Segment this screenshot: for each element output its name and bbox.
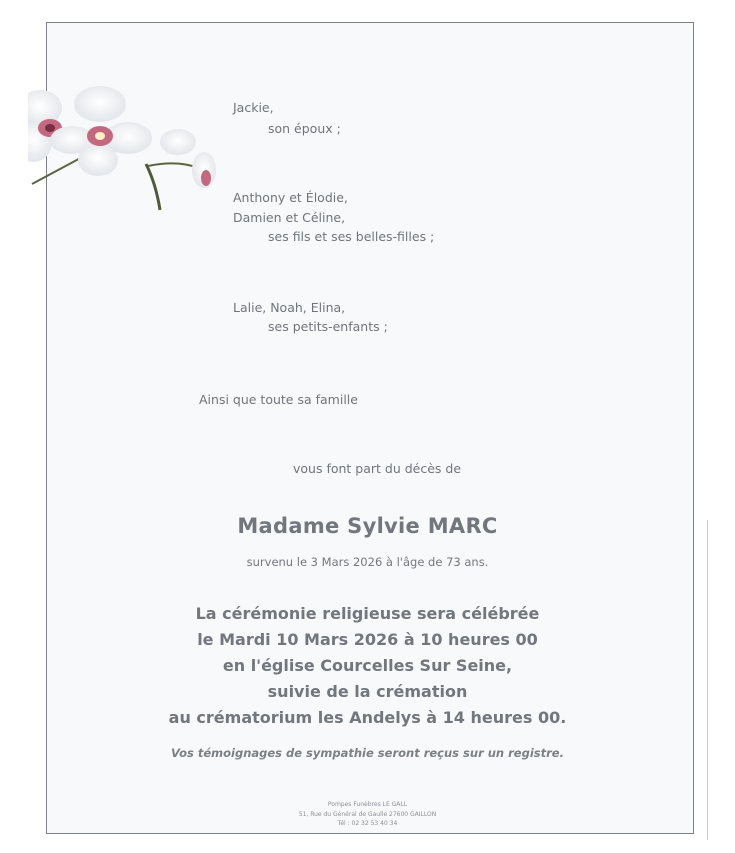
- ceremony-line: le Mardi 10 Mars 2026 à 10 heures 00: [197, 630, 538, 649]
- family-line: Anthony et Élodie,: [233, 190, 348, 205]
- orchid-flower-image: [28, 84, 228, 214]
- footer-phone: Tél : 02 32 53 40 34: [337, 820, 398, 827]
- family-line: Ainsi que toute sa famille: [199, 392, 358, 407]
- ceremony-line: suivie de la crémation: [267, 682, 468, 701]
- sympathy-note: Vos témoignages de sympathie seront reçus sur un registre.: [171, 746, 564, 760]
- deceased-name: Madame Sylvie MARC: [237, 514, 498, 538]
- ceremony-line: au crématorium les Andelys à 14 heures 00.: [168, 708, 567, 727]
- announce-text: vous font part du décès de: [293, 461, 462, 476]
- family-line: Jackie,: [233, 100, 274, 115]
- footer-address: 51, Rue du Général de Gaulle 27600 GAILLON: [298, 811, 437, 818]
- footer-company: Pompes Funèbres LE GALL: [327, 801, 408, 808]
- family-line: ses petits-enfants ;: [268, 319, 388, 334]
- family-line: Damien et Céline,: [233, 210, 346, 225]
- family-line: Lalie, Noah, Elina,: [233, 300, 346, 315]
- deceased-date: survenu le 3 Mars 2026 à l'âge de 73 ans.: [246, 555, 489, 569]
- ceremony-line: en l'église Courcelles Sur Seine,: [222, 656, 513, 675]
- family-line: ses fils et ses belles-filles ;: [268, 229, 435, 244]
- ceremony-line: La cérémonie religieuse sera célébrée: [195, 604, 540, 623]
- family-line: son époux ;: [268, 121, 341, 136]
